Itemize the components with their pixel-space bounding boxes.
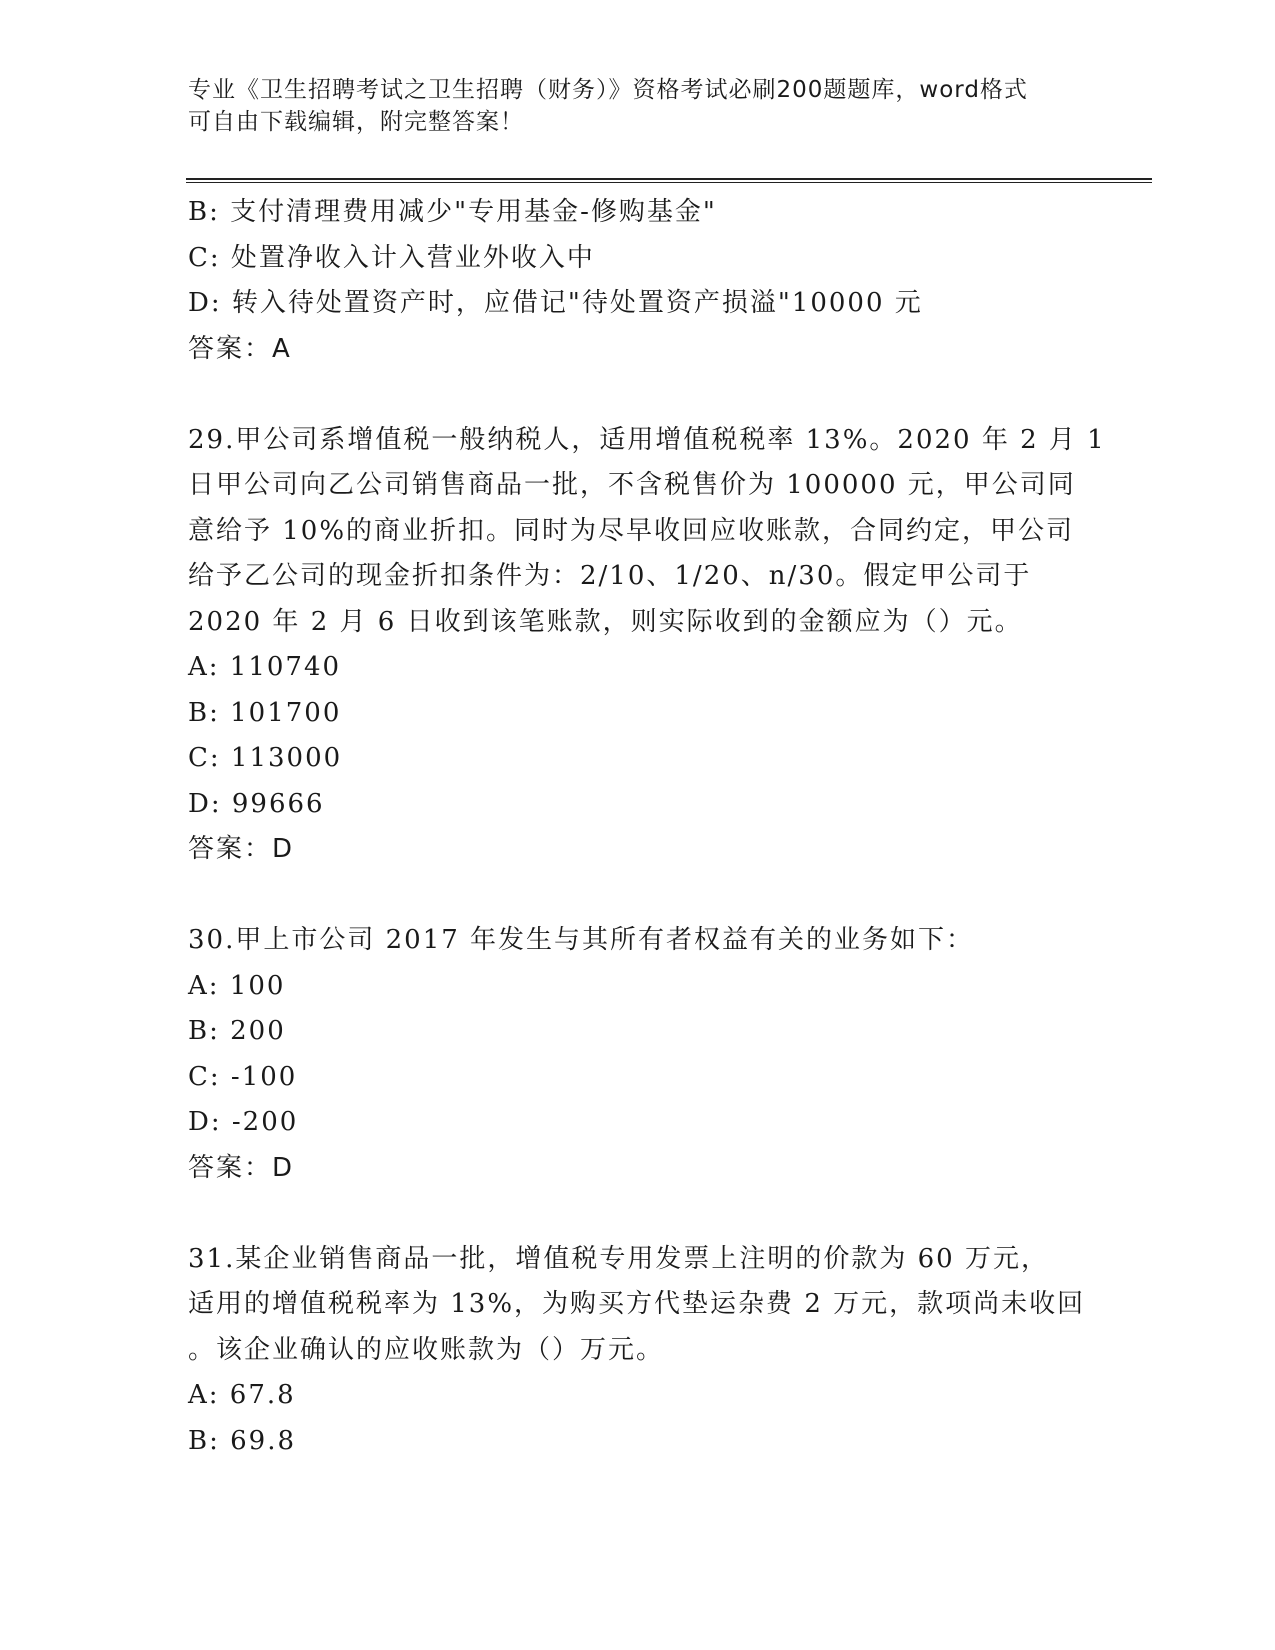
spacer — [188, 873, 1088, 919]
q30-answer: 答案：D — [188, 1152, 295, 1183]
q29-option-c: C: 113000 — [188, 743, 343, 773]
spacer — [188, 372, 1088, 418]
q31-option-b: B: 69.8 — [188, 1425, 297, 1456]
question-31 — [188, 1237, 1088, 1465]
question-29 — [188, 418, 1106, 873]
question-28 — [188, 190, 1088, 372]
q29-option-a: A: 110740 — [188, 652, 342, 682]
q29-option-b: B: 101700 — [188, 697, 342, 728]
q28-option-d: D: 转入待处置资产时，应借记"待处置资产损溢"10000 元 — [188, 288, 923, 318]
header-divider-thin — [186, 182, 1152, 183]
q28-answer: 答案：A — [188, 333, 292, 364]
q31-stem-line-1: 31.某企业销售商品一批，增值税专用发票上注明的价款为 60 万元， — [188, 1243, 1049, 1274]
header-divider-thick — [186, 178, 1152, 180]
header-title-line-2: 可自由下载编辑，附完整答案！ — [188, 109, 524, 135]
q30-option-d: D: -200 — [188, 1107, 299, 1137]
page-header — [188, 74, 1088, 138]
q31-stem-line-3: 。该企业确认的应收账款为（）万元。 — [188, 1334, 665, 1365]
q29-option-d: D: 99666 — [188, 788, 325, 819]
spacer — [188, 1191, 1088, 1237]
q30-option-a: A: 100 — [188, 970, 286, 1001]
q30-option-c: C: -100 — [188, 1061, 298, 1092]
header-title-line-1: 专业《卫生招聘考试之卫生招聘（财务）》资格考试必刷200题题库，word格式 — [188, 77, 1028, 103]
q29-stem-line-5: 2020 年 2 月 6 日收到该笔账款，则实际收到的金额应为（）元。 — [188, 606, 1023, 637]
q29-answer: 答案：D — [188, 834, 295, 864]
q31-option-a: A: 67.8 — [188, 1380, 296, 1410]
q29-stem-line-4: 给予乙公司的现金折扣条件为：2/10、1/20、n/30。假定甲公司于 — [188, 561, 1032, 591]
q28-option-c: C: 处置净收入计入营业外收入中 — [188, 242, 595, 273]
document-body — [188, 190, 1106, 1464]
q31-stem-line-2: 适用的增值税税率为 13%，为购买方代垫运杂费 2 万元，款项尚未收回 — [188, 1289, 1086, 1319]
question-30 — [188, 918, 1088, 1191]
q29-stem-line-3: 意给予 10%的商业折扣。同时为尽早收回应收账款，合同约定，甲公司 — [188, 515, 1075, 546]
q29-stem-line-2: 日甲公司向乙公司销售商品一批，不含税售价为 100000 元，甲公司同 — [188, 470, 1076, 500]
q29-stem-line-1: 29.甲公司系增值税一般纳税人，适用增值税税率 13%。2020 年 2 月 1 — [188, 424, 1106, 455]
q28-option-b: B: 支付清理费用减少"专用基金-修购基金" — [188, 197, 717, 227]
q30-option-b: B: 200 — [188, 1016, 286, 1046]
q30-stem-line-1: 30.甲上市公司 2017 年发生与其所有者权益有关的业务如下： — [188, 925, 975, 955]
